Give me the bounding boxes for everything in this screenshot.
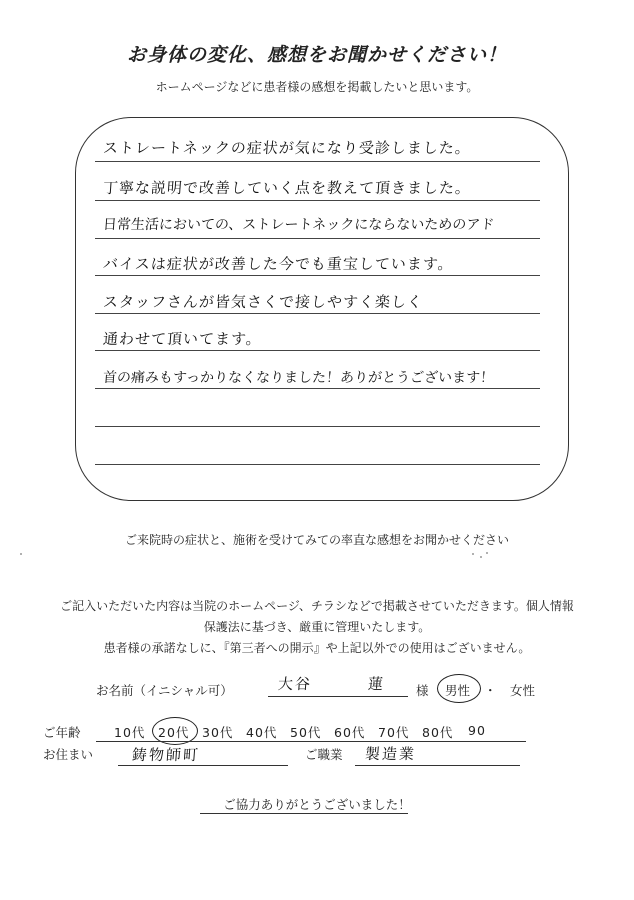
ruled-line [95,313,540,314]
gender-male: 男性 [445,683,471,698]
job-underline [355,765,520,766]
scan-speck [20,553,22,555]
age-option-10: 10代 [114,725,146,740]
age-option-20: 20代 [158,725,190,740]
testimonial-line: 首の痛みもすっかりなくなりました！ありがとうございます！ [102,370,495,386]
ruled-line [95,200,540,201]
age-option-90: 90 [468,723,486,738]
page-title: お身体の変化、感想をお聞かせください！ [126,44,507,66]
address-value: 鋳物師町 [131,746,201,764]
age-option-60: 60代 [334,725,366,740]
testimonial-line: バイスは症状が改善した今でも重宝しています。 [102,255,455,273]
gender-female: 女性 [510,683,536,698]
ruled-line [95,426,540,427]
ruled-line [95,388,540,389]
ruled-line [95,161,540,162]
prompt-text: ご来院時の症状と、施術を受けてみての率直な感想をお聞かせください [124,533,509,547]
ruled-line [95,238,540,239]
age-option-70: 70代 [378,725,410,740]
thanks-text: ご協力ありがとうございました！ [223,797,411,812]
testimonial-line: 丁寧な説明で改善していく点を教えて頂きました。 [102,179,472,197]
job-label: ご職業 [305,747,343,762]
age-option-80: 80代 [422,725,454,740]
testimonial-line: スタッフさんが皆気さくで接しやすく楽しく [102,293,424,311]
age-option-40: 40代 [246,725,278,740]
ruled-line [95,350,540,351]
privacy-notice-line: 患者様の承諾なしに、『第三者への開示』や上記以外での使用はございません。 [103,641,531,655]
address-underline [118,765,288,766]
scan-speck [472,553,474,555]
age-option-30: 30代 [202,725,234,740]
testimonial-line: ストレートネックの症状が気になり受診しました。 [102,139,472,157]
name-underline [268,696,408,697]
privacy-notice-line: ご記入いただいた内容は当院のホームページ、チラシなどで掲載させていただきます。個人情報 [60,599,574,613]
name-value-given: 蓮 [367,675,386,693]
age-option-50: 50代 [290,725,322,740]
honorific: 様 [416,683,429,698]
ruled-line [95,464,540,465]
scan-speck [486,552,488,554]
name-value-surname: 大谷 [277,675,313,693]
thanks-underline [200,813,408,814]
name-label: お名前（イニシャル可） [96,683,233,698]
testimonial-line: 日常生活においての、ストレートネックにならないためのアド [102,217,495,233]
privacy-notice-line: 保護法に基づき、厳重に管理いたします。 [203,620,431,634]
ruled-line [95,275,540,276]
testimonial-line: 通わせて頂いてます。 [102,330,263,348]
age-label: ご年齢 [43,725,81,740]
page-subtitle: ホームページなどに患者様の感想を掲載したいと思います。 [155,80,479,94]
job-value: 製造業 [364,745,417,763]
age-underline [96,741,526,742]
gender-separator: ・ [484,683,497,698]
address-label: お住まい [43,747,94,762]
scan-speck [480,556,482,558]
